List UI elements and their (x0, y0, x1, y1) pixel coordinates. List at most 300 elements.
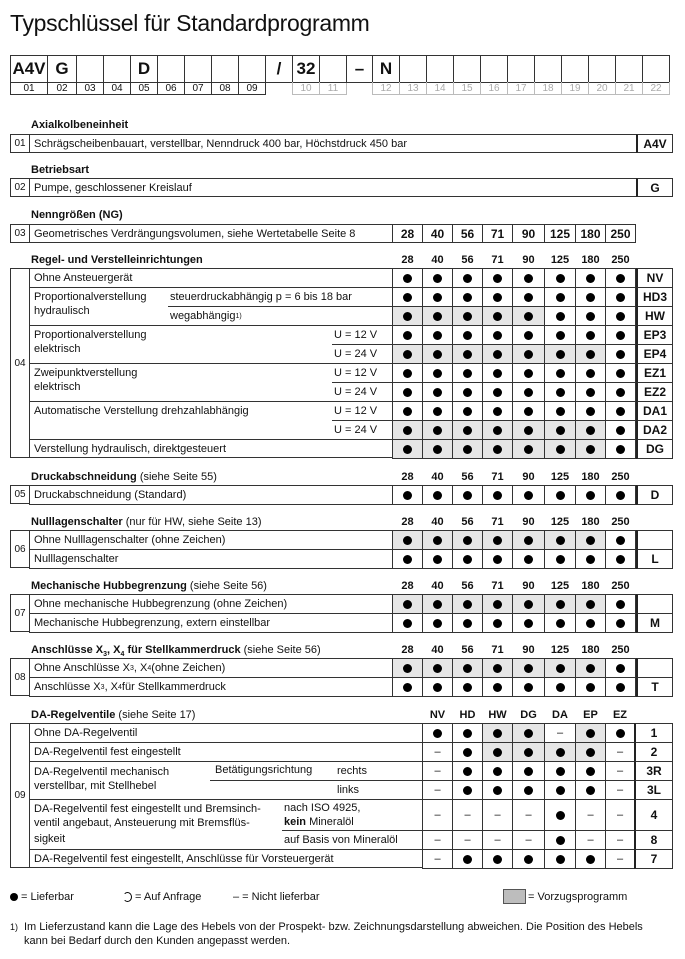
available-cell (544, 780, 576, 800)
available-cell (605, 325, 636, 345)
dash-icon: – (616, 834, 624, 846)
filled-dot-icon (616, 445, 625, 454)
filled-dot-icon (524, 407, 533, 416)
heading-note: (nur für HW, siehe Seite 13) (125, 516, 262, 528)
unavailable-cell (575, 799, 606, 831)
s04-zwei-1: Zweipunktverstellung (34, 367, 138, 379)
available-cell (575, 420, 606, 440)
filled-dot-icon (556, 664, 565, 673)
unavailable-cell (544, 723, 576, 743)
s04-prop-el-1: Proportionalverstellung (34, 329, 147, 341)
column-header-hd: HD (459, 709, 476, 721)
filled-dot-icon (556, 811, 565, 820)
unavailable-cell (482, 830, 513, 850)
s04-u24-da: U = 24 V (334, 424, 378, 436)
filled-dot-icon (493, 619, 502, 628)
filled-dot-icon (586, 369, 595, 378)
available-cell (482, 268, 513, 288)
filled-dot-icon (403, 350, 412, 359)
heading-note: (siehe Seite 17) (118, 709, 196, 721)
s08-row-code: T (636, 677, 673, 697)
type-code-cell: 32 (292, 55, 320, 83)
filled-dot-icon (463, 664, 472, 673)
available-cell (422, 594, 453, 614)
filled-dot-icon (433, 293, 442, 302)
available-cell (605, 594, 636, 614)
size-header-40: 40 (431, 644, 444, 656)
filled-dot-icon (493, 600, 502, 609)
dash-icon: – (434, 784, 441, 796)
type-code-position: 19 (561, 82, 589, 95)
filled-dot-icon (556, 683, 565, 692)
type-code-position: 07 (184, 82, 212, 95)
filled-dot-icon (493, 350, 502, 359)
dash-icon: – (494, 809, 501, 821)
type-code-cell (184, 55, 212, 83)
filled-dot-icon (556, 407, 565, 416)
available-cell (422, 723, 453, 743)
available-cell (452, 594, 483, 614)
filled-dot-icon (493, 536, 502, 545)
unavailable-cell (422, 799, 453, 831)
size-header-125: 125 (550, 254, 570, 266)
type-code-cell: A4V (10, 55, 48, 83)
available-cell (482, 549, 513, 569)
type-code-cell (319, 55, 347, 83)
available-cell (544, 268, 576, 288)
available-cell (512, 485, 545, 505)
filled-dot-icon (524, 312, 533, 321)
filled-dot-icon (463, 350, 472, 359)
filled-dot-icon (403, 426, 412, 435)
available-cell (575, 325, 606, 345)
filled-dot-icon (463, 767, 472, 776)
s06-row-code: L (636, 549, 673, 569)
filled-dot-icon (403, 331, 412, 340)
heading-note: (siehe Seite 55) (139, 471, 217, 483)
size-header-250: 250 (611, 516, 630, 528)
s09-links: links (337, 783, 360, 796)
available-cell (605, 439, 636, 459)
available-cell (392, 677, 423, 697)
type-code-position: 01 (10, 82, 48, 95)
filled-dot-icon (493, 748, 502, 757)
s09-iso-2 (280, 814, 354, 829)
filled-dot-icon (524, 445, 533, 454)
available-cell (392, 325, 423, 345)
option-code-ep3: EP3 (636, 325, 673, 345)
available-cell (452, 268, 483, 288)
s09-mech-2: verstellbar, mit Stellhebel (34, 780, 157, 792)
type-code-position: 06 (157, 82, 185, 95)
available-cell (512, 613, 545, 633)
available-cell (575, 382, 606, 402)
filled-dot-icon (403, 274, 412, 283)
size-header-180: 180 (581, 254, 600, 266)
filled-dot-icon (463, 331, 472, 340)
type-code-position: 20 (588, 82, 616, 95)
available-cell (605, 306, 636, 326)
type-code-cell (426, 55, 454, 83)
available-cell (575, 594, 606, 614)
filled-dot-icon (433, 274, 442, 283)
option-code-4: 4 (634, 799, 673, 831)
s08-row-code (636, 658, 673, 678)
available-cell (544, 549, 576, 569)
filled-dot-icon (433, 619, 442, 628)
available-cell (452, 485, 483, 505)
filled-dot-icon (463, 729, 472, 738)
filled-dot-icon (463, 407, 472, 416)
filled-dot-icon (586, 855, 595, 864)
filled-dot-icon (403, 491, 412, 500)
size-header-180: 180 (581, 580, 600, 592)
s07-row-text: Ohne mechanische Hubbegrenzung (ohne Zeichen) (29, 594, 393, 614)
size-header-180: 180 (581, 471, 600, 483)
s04-zwei-2: elektrisch (34, 381, 81, 393)
s06-row-text: Ohne Nulllagenschalter (ohne Zeichen) (29, 530, 393, 550)
filled-dot-icon (586, 331, 595, 340)
filled-dot-icon (463, 683, 472, 692)
available-cell (392, 287, 423, 307)
option-code-8: 8 (634, 830, 673, 850)
available-cell (482, 849, 513, 869)
size-header-180: 180 (581, 516, 600, 528)
available-cell (482, 306, 513, 326)
available-cell (452, 325, 483, 345)
available-cell (512, 363, 545, 383)
column-header-nv: NV (429, 709, 446, 721)
filled-dot-icon (463, 274, 472, 283)
size-header-250: 250 (611, 580, 630, 592)
size-header-40: 40 (431, 254, 444, 266)
type-code-position: 09 (238, 82, 266, 95)
section-03-text: Geometrisches Verdrängungsvolumen, siehe Wertetabelle Seite 8 (29, 224, 393, 243)
available-cell (605, 530, 636, 550)
s04-u12-ez: U = 12 V (334, 367, 378, 379)
filled-dot-icon (586, 293, 595, 302)
dash-icon: – (587, 834, 594, 846)
filled-dot-icon (524, 664, 533, 673)
filled-dot-icon (586, 536, 595, 545)
available-cell (422, 658, 453, 678)
type-code-position: 13 (399, 82, 427, 95)
available-cell (605, 658, 636, 678)
open-circle-icon (123, 892, 132, 902)
available-cell (512, 594, 545, 614)
available-cell (422, 420, 453, 440)
available-cell (544, 287, 576, 307)
size-71: 71 (482, 224, 513, 243)
filled-dot-icon (586, 312, 595, 321)
available-cell (482, 761, 513, 781)
type-code-position: 04 (103, 82, 131, 95)
s09-mech-1: DA-Regelventil mechanisch (34, 766, 170, 778)
filled-dot-icon (493, 388, 502, 397)
filled-dot-icon (524, 729, 533, 738)
available-cell (544, 830, 576, 850)
section-04-heading: Regel- und Verstelleinrichtungen (31, 254, 203, 266)
filled-dot-icon (493, 555, 502, 564)
available-cell (512, 530, 545, 550)
available-cell (392, 485, 423, 505)
s09-fest: DA-Regelventil fest eingestellt (34, 745, 181, 758)
available-cell (452, 439, 483, 459)
type-code-cell (507, 55, 535, 83)
column-header-ep: EP (583, 709, 598, 721)
size-header-71: 71 (491, 516, 504, 528)
filled-dot-icon (524, 388, 533, 397)
filled-dot-icon (493, 426, 502, 435)
available-cell (544, 658, 576, 678)
legend-vorzug (503, 889, 627, 904)
filled-dot-icon (463, 426, 472, 435)
available-cell (482, 594, 513, 614)
available-cell (422, 325, 453, 345)
section-05-heading (31, 471, 217, 483)
s04-u12-da: U = 12 V (334, 405, 378, 417)
filled-dot-icon (524, 369, 533, 378)
type-code-cell (238, 55, 266, 83)
available-cell (452, 306, 483, 326)
type-code-cell (642, 55, 670, 83)
filled-dot-icon (524, 600, 533, 609)
type-code-cell (76, 55, 104, 83)
filled-dot-icon (556, 491, 565, 500)
unavailable-cell (605, 830, 635, 850)
s09-mineral: auf Basis von Mineralöl (284, 834, 398, 846)
available-cell (605, 382, 636, 402)
type-code-cell (480, 55, 508, 83)
filled-dot-icon (493, 331, 502, 340)
available-cell (575, 677, 606, 697)
size-header-250: 250 (611, 254, 630, 266)
filled-dot-icon (586, 274, 595, 283)
available-cell (544, 325, 576, 345)
available-cell (482, 439, 513, 459)
available-cell (575, 306, 606, 326)
option-code-da2: DA2 (636, 420, 673, 440)
filled-dot-icon (586, 491, 595, 500)
available-cell (482, 742, 513, 762)
filled-dot-icon (556, 855, 565, 864)
dash-icon: – (434, 834, 441, 846)
type-code-cell (615, 55, 643, 83)
section-09-number: 09 (10, 723, 30, 868)
size-header-28: 28 (401, 254, 414, 266)
size-40: 40 (422, 224, 453, 243)
filled-dot-icon (433, 350, 442, 359)
heading-text: Mechanische Hubbegrenzung (31, 580, 187, 592)
s04-weg (166, 307, 242, 325)
unavailable-cell (422, 780, 453, 800)
filled-dot-icon (586, 445, 595, 454)
available-cell (392, 658, 423, 678)
size-header-71: 71 (491, 580, 504, 592)
filled-dot-icon (616, 426, 625, 435)
type-code-cell: G (47, 55, 77, 83)
available-cell (482, 723, 513, 743)
divider (210, 780, 423, 781)
available-cell (605, 363, 636, 383)
s07-row-code (636, 594, 673, 614)
available-cell (512, 658, 545, 678)
available-cell (482, 363, 513, 383)
available-cell (392, 439, 423, 459)
filled-dot-icon (556, 312, 565, 321)
s04-prop-hyd-1: Proportionalverstellung (34, 291, 147, 303)
available-cell (422, 677, 453, 697)
filled-dot-icon (586, 748, 595, 757)
filled-dot-icon (433, 388, 442, 397)
s04-prop-el-2: elektrisch (34, 343, 81, 355)
size-header-28: 28 (401, 644, 414, 656)
filled-dot-icon (616, 407, 625, 416)
kein-bold: kein (284, 815, 307, 828)
filled-dot-icon (493, 664, 502, 673)
available-cell (392, 420, 423, 440)
available-cell (544, 485, 576, 505)
s09-vorsteuer: DA-Regelventil fest eingestellt, Anschlüsse für Vorsteuergerät (34, 852, 334, 865)
available-cell (482, 485, 513, 505)
filled-dot-icon (556, 748, 565, 757)
type-code-position: 10 (292, 82, 320, 95)
filled-dot-icon (616, 274, 625, 283)
size-header-71: 71 (491, 644, 504, 656)
section-07-heading (31, 580, 267, 592)
filled-dot-icon (403, 600, 412, 609)
type-code-position: 17 (507, 82, 535, 95)
available-cell (392, 613, 423, 633)
available-cell (452, 344, 483, 364)
filled-dot-icon (463, 312, 472, 321)
available-cell (575, 344, 606, 364)
available-cell (544, 677, 576, 697)
filled-dot-icon (616, 536, 625, 545)
size-header-250: 250 (611, 644, 630, 656)
available-cell (482, 420, 513, 440)
size-180: 180 (575, 224, 606, 243)
available-cell (452, 363, 483, 383)
available-cell (575, 268, 606, 288)
available-cell (422, 439, 453, 459)
unavailable-cell (422, 830, 453, 850)
filled-dot-icon (463, 293, 472, 302)
filled-dot-icon (616, 683, 625, 692)
unavailable-cell (422, 849, 453, 869)
filled-dot-icon (586, 767, 595, 776)
section-02-code: G (636, 178, 673, 197)
type-code-position: 02 (47, 82, 77, 95)
filled-dot-icon (493, 369, 502, 378)
size-header-56: 56 (461, 516, 474, 528)
unavailable-cell (452, 799, 483, 831)
size-250: 250 (605, 224, 636, 243)
size-header-90: 90 (522, 254, 535, 266)
available-cell (575, 439, 606, 459)
unavailable-cell (605, 780, 635, 800)
footnote-line-2: kann bei Bedarf durch den Kunden angepasst werden. (24, 935, 291, 947)
dash-icon: – (494, 834, 501, 846)
legend-nicht: – = Nicht lieferbar (233, 891, 320, 903)
filled-dot-icon (10, 893, 18, 901)
s06-row-code (636, 530, 673, 550)
filled-dot-icon (586, 388, 595, 397)
section-06-number: 06 (10, 530, 30, 568)
filled-dot-icon (524, 619, 533, 628)
filled-dot-icon (433, 426, 442, 435)
filled-dot-icon (493, 407, 502, 416)
filled-dot-icon (556, 388, 565, 397)
filled-dot-icon (556, 293, 565, 302)
column-header-da: DA (552, 709, 568, 721)
filled-dot-icon (433, 445, 442, 454)
filled-dot-icon (616, 312, 625, 321)
size-28: 28 (392, 224, 423, 243)
available-cell (544, 594, 576, 614)
filled-dot-icon (433, 491, 442, 500)
legend-text: = Auf Anfrage (135, 891, 202, 903)
available-cell (512, 420, 545, 440)
s08-row-text: Anschlüsse X 3 , X 4 für Stellkammerdruck (29, 677, 393, 697)
size-header-28: 28 (401, 516, 414, 528)
size-header-71: 71 (491, 471, 504, 483)
filled-dot-icon (403, 664, 412, 673)
type-code-cell (157, 55, 185, 83)
available-cell (452, 849, 483, 869)
size-header-40: 40 (431, 580, 444, 592)
type-code-cell: – (346, 55, 373, 83)
type-code-position: 08 (211, 82, 239, 95)
s09-brems-1: DA-Regelventil fest eingestellt und Bremsinch- (34, 802, 261, 815)
s04-steuer: steuerdruckabhängig p = 6 bis 18 bar (170, 291, 352, 303)
available-cell (512, 306, 545, 326)
s09-ohne: Ohne DA-Regelventil (34, 726, 138, 739)
available-cell (482, 382, 513, 402)
available-cell (544, 613, 576, 633)
size-125: 125 (544, 224, 576, 243)
unavailable-cell (422, 742, 453, 762)
size-header-90: 90 (522, 471, 535, 483)
available-cell (452, 613, 483, 633)
available-cell (452, 287, 483, 307)
filled-dot-icon (433, 369, 442, 378)
type-code-cell (561, 55, 589, 83)
unavailable-cell (452, 830, 483, 850)
filled-dot-icon (463, 555, 472, 564)
heading-text: Nulllagenschalter (31, 516, 123, 528)
filled-dot-icon (616, 619, 625, 628)
filled-dot-icon (433, 600, 442, 609)
available-cell (422, 401, 453, 421)
available-cell (512, 287, 545, 307)
available-cell (452, 658, 483, 678)
type-code-cell: N (372, 55, 400, 83)
filled-dot-icon (616, 729, 625, 738)
type-code-position: 11 (319, 82, 347, 95)
filled-dot-icon (463, 786, 472, 795)
available-cell (422, 287, 453, 307)
section-01-code: A4V (636, 134, 673, 153)
available-cell (452, 382, 483, 402)
filled-dot-icon (524, 786, 533, 795)
type-code-cell (453, 55, 481, 83)
size-header-28: 28 (401, 580, 414, 592)
filled-dot-icon (433, 407, 442, 416)
filled-dot-icon (616, 293, 625, 302)
available-cell (575, 658, 606, 678)
available-cell (575, 363, 606, 383)
